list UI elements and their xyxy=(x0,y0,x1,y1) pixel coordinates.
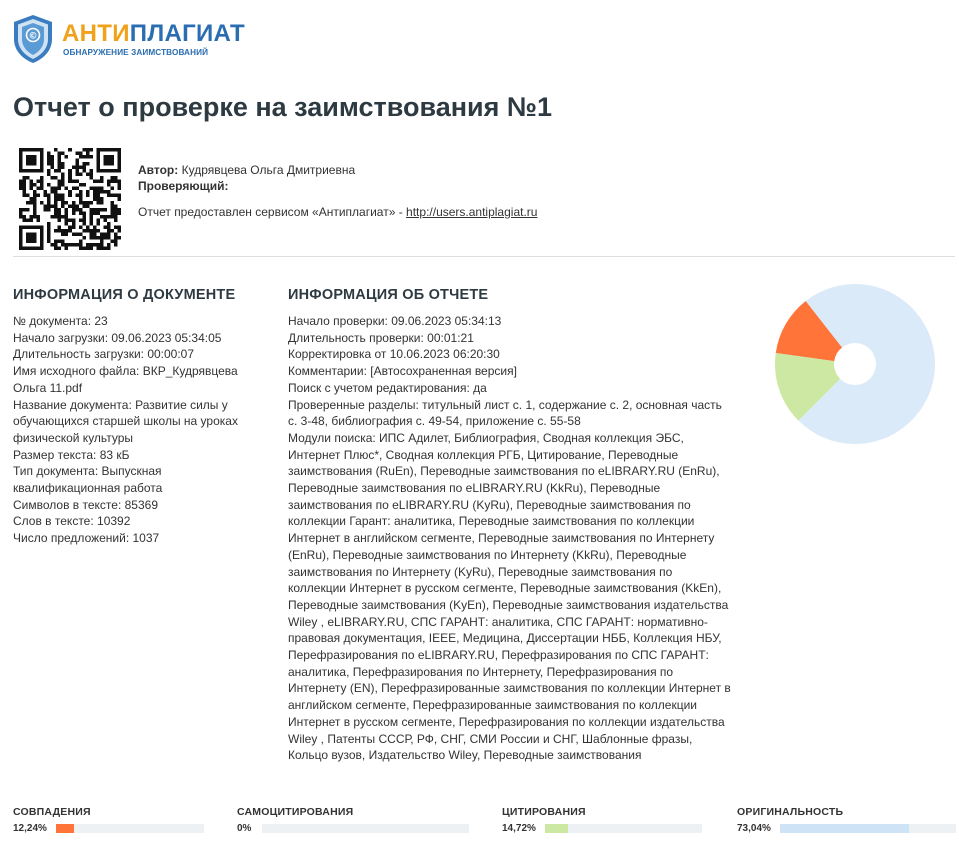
author-value: Кудрявцева Ольга Дмитриевна xyxy=(181,163,356,177)
report-info-row: Начало проверки: 09.06.2023 05:34:13 xyxy=(288,314,502,328)
doc-info-row: Длительность загрузки: 00:00:07 xyxy=(13,347,195,362)
stat-fill xyxy=(56,824,74,833)
doc-info-row: Размер текста: 83 кБ xyxy=(13,447,130,462)
page-title: Отчет о проверке на заимствования №1 xyxy=(13,92,552,122)
report-info-row: Комментарии: [Автосохраненная версия] xyxy=(288,364,517,379)
doc-info-row: Слов в тексте: 10392 xyxy=(13,514,131,529)
stat-label: ЦИТИРОВАНИЯ xyxy=(502,806,586,818)
brand-tagline: ОБНАРУЖЕНИЕ ЗАИМСТВОВАНИЙ xyxy=(63,48,209,57)
stat-fill xyxy=(545,824,568,833)
report-info-heading: ИНФОРМАЦИЯ ОБ ОТЧЕТЕ xyxy=(288,287,489,303)
report-info-row: Поиск с учетом редактирования: да xyxy=(288,380,487,395)
report-info-list xyxy=(288,313,733,764)
doc-info-row: Название документа: Развитие силы у обучающихся старшей школы на уроках физической культуры xyxy=(13,397,238,445)
qr-code xyxy=(19,148,121,250)
report-info-row: Длительность проверки: 00:01:21 xyxy=(288,330,474,345)
stat-label: САМОЦИТИРОВАНИЯ xyxy=(237,806,354,818)
stat-matches xyxy=(13,806,91,834)
doc-info-row: № документа: 23 xyxy=(13,314,108,328)
result-donut-chart xyxy=(775,284,935,444)
stat-track xyxy=(780,824,956,833)
stat-value: 0% xyxy=(237,823,252,834)
shield-icon xyxy=(12,14,54,64)
doc-info-row: Начало загрузки: 09.06.2023 05:34:05 xyxy=(13,330,222,345)
author-line xyxy=(138,162,537,178)
stat-citations xyxy=(502,806,586,834)
doc-info-row: Тип документа: Выпускная квалификационная работа xyxy=(13,464,163,496)
stat-value: 73,04% xyxy=(737,823,771,834)
brand-name xyxy=(62,22,245,46)
author-label: Автор: xyxy=(138,163,179,177)
brand-part2: ПЛАГИАТ xyxy=(129,20,245,47)
checker-line xyxy=(138,178,537,194)
stat-track xyxy=(56,824,204,833)
report-info-row: Корректировка от 10.06.2023 06:20:30 xyxy=(288,347,500,362)
svg-text:©: © xyxy=(28,31,38,42)
stat-originality xyxy=(737,806,844,834)
service-link[interactable]: http://users.antiplagiat.ru xyxy=(406,205,538,219)
doc-info-row: Число предложений: 1037 xyxy=(13,531,160,546)
document-info-list xyxy=(13,313,263,547)
report-meta xyxy=(138,162,537,220)
stat-track xyxy=(262,824,469,833)
stat-label: СОВПАДЕНИЯ xyxy=(13,806,91,818)
report-info-row: Модули поиска: ИПС Адилет, Библиография, Сводная коллекция ЭБС, Интернет Плюс*, Сводная коллекция РГБ, Цитирование, Переводные заимствования (RuEn), Переводные заимствования по eLIBRARY.RU (EnRu), Переводные заимствования по eLIBRARY.RU (KkRu), Переводные заимствования по eLIBRARY.RU (KyRu), Переводные заимствования по коллекции Гарант: аналитика, Переводные заимствования по коллекции Интернет в английском сегменте, Переводные заимствования по Интернету (EnRu), Переводные заимствования по Интернету (KkRu), Переводные заимствования по Интернету (KyRu), Переводные заимствования по коллекции Интернет в русском сегменте, Переводные заимствования (KkEn), Переводные заимствования (KyEn), Переводные заимствования издательства Wiley , eLIBRARY.RU, СПС ГАРАНТ: аналитика, СПС ГАРАНТ: нормативно-правовая документация, IEEE, Медицина, Диссертации НББ, Коллекция НБУ, Перефразирования по eLIBRARY.RU, Перефразирования по СПС ГАРАНТ: аналитика, Перефразирования по Интернету, Перефразирования по Интернету (EN), Перефразированные заимствования по коллекции Интернет в английском сегменте, Перефразированные заимствования по коллекции Интернет в русском сегменте, Перефразирования по коллекции издательства Wiley , Патенты СССР, РФ, СНГ, СМИ России и СНГ, Шаблонные фразы, Кольцо вузов, Издательство Wiley, Переводные заимствования xyxy=(288,430,731,763)
stat-self-citations xyxy=(237,806,354,834)
stat-track xyxy=(545,824,702,833)
stat-fill xyxy=(780,824,909,833)
antiplagiat-logo xyxy=(12,14,252,64)
document-info-section xyxy=(13,287,263,547)
stat-value: 14,72% xyxy=(502,823,536,834)
document-info-heading: ИНФОРМАЦИЯ О ДОКУМЕНТЕ xyxy=(13,287,236,303)
divider xyxy=(13,256,955,257)
report-info-section xyxy=(288,287,733,764)
doc-info-row: Символов в тексте: 85369 xyxy=(13,497,158,512)
service-line xyxy=(138,204,537,220)
doc-info-row: Имя исходного файла: ВКР_Кудрявцева Ольга 11.pdf xyxy=(13,364,238,395)
service-text: Отчет предоставлен сервисом «Антиплагиат» - xyxy=(138,205,407,219)
stat-value: 12,24% xyxy=(13,823,47,834)
checker-label: Проверяющий: xyxy=(138,179,229,193)
brand-part1: АНТИ xyxy=(62,20,130,47)
stat-label: ОРИГИНАЛЬНОСТЬ xyxy=(737,806,844,818)
report-info-row: Проверенные разделы: титульный лист с. 1, содержание с. 2, основная часть с. 3-48, библиография с. 49-54, приложение с. 55-58 xyxy=(288,397,722,429)
